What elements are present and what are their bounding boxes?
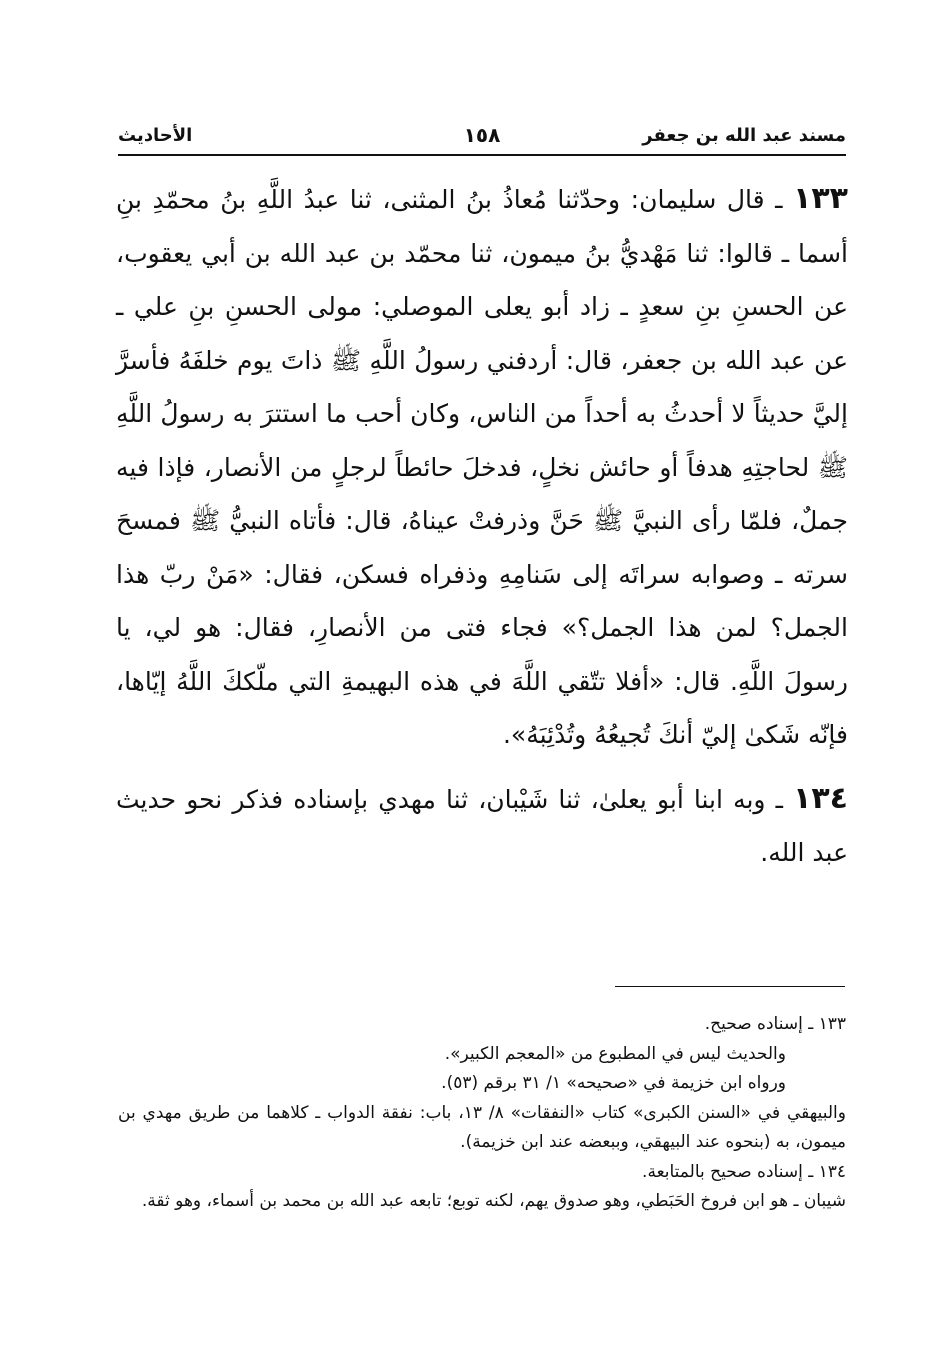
hadith-134 bbox=[116, 772, 848, 880]
footnote-line: والبيهقي في «السنن الكبرى» كتاب «النفقات» ٨/ ١٣، باب: نفقة الدواب ـ كلاهما من طريق مهدي بن ميمون، به (بنحوه عند البيهقي، وببعضه عند ابن خزيمة). bbox=[118, 1102, 846, 1152]
main-text bbox=[116, 172, 848, 880]
footnote-line: ١٣٤ ـ إسناده صحيح بالمتابعة. bbox=[642, 1161, 846, 1182]
hadith-133 bbox=[116, 172, 848, 762]
footnote-line: والحديث ليس في المطبوع من «المعجم الكبير». bbox=[444, 1043, 786, 1064]
section-title: الأحاديث bbox=[118, 124, 193, 146]
hadith-text: ـ قال سليمان: وحدّثنا مُعاذُ بنُ المثنى، ثنا عبدُ اللَّهِ بنُ محمّدِ بنِ أسما ـ قالوا: ثنا مَهْديُّ بنُ ميمون، ثنا محمّد بن عبد الله بن أبي يعقوب، عن الحسنِ بنِ سعدٍ ـ زاد أبو يعلى الموصلي: مولى الحسنِ بنِ علي ـ عن عبد الله بن جعفر، قال: أردفني رسولُ اللَّهِ ﷺ ذاتَ يوم خلفَهُ فأسرَّ إليَّ حديثاً لا أحدثُ به أحداً من الناس، وكان أحب ما استترَ به رسولُ اللَّهِ ﷺ لحاجتِهِ هدفاً أو حائش نخلٍ، فدخلَ حائطاً لرجلٍ من الأنصار، فإذا فيه جملٌ، فلمّا رأى النبيَّ ﷺ حَنَّ وذرفتْ عيناهُ، قال: فأتاه النبيُّ ﷺ فمسحَ سرته ـ وصوابه سراتَه إلى سَنامِهِ وذفراه فسكن، فقال: «مَنْ ربّ هذا الجمل؟ لمن هذا الجمل؟» فجاء فتى من الأنصارِ، فقال: هو لي، يا رسولَ اللَّهِ. قال: «أفلا تتّقي اللَّهَ في هذه البهيمةِ التي ملّككَ اللَّهُ إيّاها، فإنّه شَكىٰ إليّ أنكَ تُجيعُهُ وتُدْئِبَهُ». bbox=[116, 185, 848, 749]
footnote-line: ١٣٣ ـ إسناده صحيح. bbox=[704, 1014, 846, 1034]
hadith-text: ـ وبه ابنا أبو يعلىٰ، ثنا شَيْبان، ثنا مهدي بإسناده فذكر نحو حديث عبد الله. bbox=[116, 784, 848, 867]
footnote-line: ورواه ابن خزيمة في «صحيحه» ١/ ٣١ برقم (٥٣). bbox=[441, 1073, 786, 1093]
book-title: مسند عبد الله بن جعفر bbox=[642, 124, 846, 146]
running-header bbox=[118, 116, 846, 156]
hadith-number: ١٣٣ bbox=[793, 181, 848, 216]
footnotes bbox=[118, 1010, 846, 1217]
footnote-separator bbox=[615, 986, 845, 987]
page-number: ١٥٨ bbox=[463, 123, 501, 147]
hadith-number: ١٣٤ bbox=[793, 780, 848, 816]
footnote-line: شيبان ـ هو ابن فروخ الحَبَطي، وهو صدوق يهم، لكنه توبع؛ تابعه عبد الله بن محمد بن أسماء، وهو ثقة. bbox=[141, 1191, 846, 1211]
